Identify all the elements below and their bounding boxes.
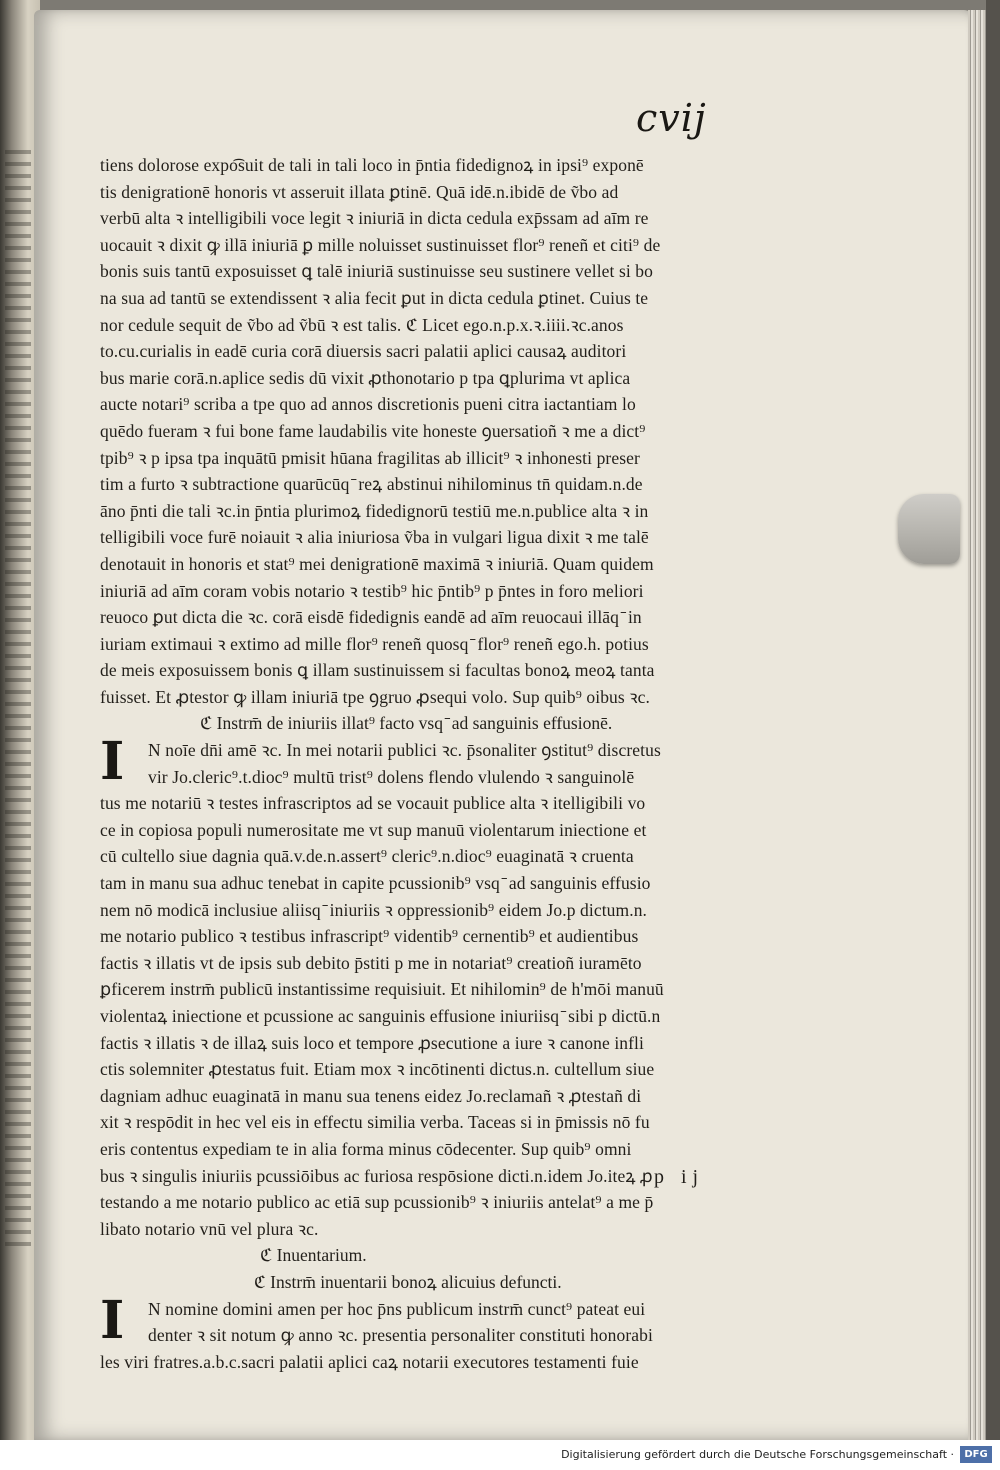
facing-page-text [5,150,31,1250]
text-line: tus me notariū ꝛ testes infrascriptos ad se vocauit publice alta ꝛ itelligibili vo [100,793,646,814]
paragraph-2 [100,737,770,790]
text-line: bus marie corā.n.aplice sedis dū vixit ꝓthonotario p tpa ꝗplurima vt aplica [100,367,631,388]
text-line: āno p̄nti die tali ꝛc.in p̄ntia plurimoꝝ fidedignorū testiū me.n.publice alta ꝛ in [100,500,649,521]
text-line: ctis solemniter ꝓtestatus fuit. Etiam mox ꝛ incōtinenti dictus.n. cultellum siue [100,1059,655,1080]
text-line: denter ꝛ sit notum ꝙ anno ꝛc. presentia personaliter constituti honorabi [148,1325,653,1346]
page-edges [968,10,986,1440]
funding-note: Digitalisierung gefördert durch die Deutsche Forschungsgemeinschaft · [561,1448,954,1461]
text-line: factis ꝛ illatis ꝛ de illaꝝ suis loco et tempore ꝓsecutione a iure ꝛ canone infli [100,1032,644,1053]
text-line: ce in copiosa populi numerositate me vt sup manuū violentarum iniectione et [100,819,647,840]
text-line: fuisset. Et ꝓtestor ꝙ illam iniuriā tpe ꝯgruo ꝓsequi volo. Sup quib⁹ oibus ꝛc. [100,686,651,707]
text-line: factis ꝛ illatis vt de ipsis sub debito p̄stiti p me in notariat⁹ creatioñ iuramēto [100,952,642,973]
text-line: to.cu.curialis in eadē curia corā diuersis sacri palatii aplici causaꝝ auditori [100,341,627,362]
text-line: vir Jo.cleric⁹.t.dioc⁹ multū trist⁹ dolens flendo vlulendo ꝛ sanguinolē [148,766,635,787]
folio-number: cvij [636,96,707,140]
text-line: tiens dolorose expo͡suit de tali in tali loco in p̄ntia fidedignoꝝ in ipsi⁹ exponē [100,155,644,175]
text-line: tpib⁹ ꝛ p ipsa tpa inquātū pmisit hūana fragilitas ab illicit⁹ ꝛ inhonesti preser [100,447,640,468]
text-line: nor cedule sequit de ṽbo ad ṽbū ꝛ est talis. ℭ Licet ego.n.p.x.ꝛ.iiii.ꝛc.anos [100,314,624,335]
text-line: testando a me notario publico ac etiā sup pcussionib⁹ ꝛ iniuriis antelat⁹ a me p̄ [100,1192,654,1213]
text-line: aucte notari⁹ scriba a tpe quo ad annos discretionis pueni citra iactantiam lo [100,394,636,415]
text-line: de meis exposuissem bonis ꝗ illam sustinuissem si facultas bonoꝝ meoꝝ tanta [100,660,655,681]
text-line: libato notario vnū vel plura ꝛc. [100,1218,319,1239]
text-line: bonis suis tantū exposuisset ꝗ talē iniuriā sustinuisse seu sustinere vellet si bo [100,261,654,282]
signature-mark: p ij [654,1166,705,1188]
text-line: quēdo fueram ꝛ fui bone fame laudabilis vite honeste ꝯuersatioñ ꝛ me a dict⁹ [100,420,646,441]
text-line: reuoco ꝑut dicta die ꝛc. corā eisdē fidedignis eandē ad aīm reuocaui illāq ̄ in [100,607,642,628]
text-line: iniuriā ad aīm coram vobis notario ꝛ testib⁹ hic p̄ntib⁹ p p̄ntes in foro meliori [100,580,644,601]
text-line: iuriam extimaui ꝛ extimo ad mille flor⁹ reneñ quosq ̄ flor⁹ reneñ ego.h. potius [100,633,649,654]
dfg-logo: DFG [960,1446,992,1463]
text-line: verbū alta ꝛ intelligibili voce legit ꝛ iniuriā in dicta cedula exp̄ssam ad aīm re [100,208,649,229]
text-line: tam in manu sua adhuc tenebat in capite pcussionib⁹ vsq ̄ ad sanguinis effusio [100,873,651,894]
text-line: eris contentus expediam te in alia forma minus cōdecenter. Sup quib⁹ omni [100,1138,632,1159]
text-line: dagniam adhuc euaginatā in manu sua tenens eidez Jo.reclamañ ꝛ ꝓtestañ di [100,1085,642,1106]
page-clip [898,494,960,564]
text-line: tim a furto ꝛ subtractione quarūcūq ̄ reꝝ abstinui nihilominus tn̄ quidam.n.de [100,474,643,495]
text-line: me notario publico ꝛ testibus infrascript⁹ videntib⁹ cernentib⁹ et audientibus [100,926,639,947]
text-line: les viri fratres.a.b.c.sacri palatii aplici caꝝ notarii executores testamenti fuie [100,1351,639,1372]
text-line: telligibili voce furē noiauit ꝛ alia iniuriosa ṽba in vulgari ligua dixit ꝛ me talē [100,527,649,548]
text-line: na sua ad tantū se extendissent ꝛ alia fecit ꝑut in dicta cedula ꝑtinet. Cuius te [100,287,649,308]
section-heading-2: ℭ Inuentarium. [260,1245,367,1266]
text-line: denotauit in honoris et stat⁹ mei denigrationē maximā ꝛ iniuriā. Quam quidem [100,553,654,574]
text-block [100,152,770,1375]
text-line: uocauit ꝛ dixit ꝙ illā iniuriā ꝑ mille noluisset sustinuisset flor⁹ reneñ et citi⁹ de [100,234,661,255]
text-line: tis denigrationē honoris vt asseruit illata ꝑtinē. Quā idē.n.ibidē de ṽbo ad [100,181,619,202]
text-line: N noīe dn̄i amē ꝛc. In mei notarii publici ꝛc. p̄sonaliter ꝯstitut⁹ discretus [148,740,661,761]
dropcap-1: I [100,737,125,791]
text-line: ꝑficerem instrm̄ publicū instantissime requisiuit. Et nihilomin⁹ de h'mōi manuū [100,979,664,1000]
paragraph-3-body [100,1349,770,1376]
paragraph-1 [100,152,770,710]
paragraph-3 [100,1296,770,1349]
text-line: violentaꝝ iniectione et pcussione ac sanguinis effusione iniuriisq ̄ sibi p dictū.n [100,1006,661,1026]
footer-bar [0,1440,1000,1470]
text-line: N nomine domini amen per hoc p̄ns publicum instrm̄ cunct⁹ pateat eui [148,1298,646,1319]
section-heading-1: ℭ Instrm̄ de iniuriis illat⁹ facto vsq ̄ ad sanguinis effusionē. [200,713,613,734]
section-heading-3: ℭ Instrm̄ inuentarii bonoꝝ alicuius defuncti. [254,1271,562,1292]
book-cover-edge [986,0,1000,1440]
text-line: nem nō modicā inclusiue aliisq ̄ iniuriis ꝛ oppressionib⁹ eidem Jo.p dictum.n. [100,899,648,920]
dropcap-2: I [100,1295,125,1349]
text-line: bus ꝛ singulis iniuriis pcussiōibus ac furiosa respōsione dicti.n.idem Jo.iteꝝ ꝓ [100,1165,653,1186]
text-line: xit ꝛ respōdit in hec vel eis in effectu similia verba. Taceas si in p̄missis nō fu [100,1112,650,1133]
text-line: cū cultello siue dagnia quā.v.de.n.assert⁹ cleric⁹.n.dioc⁹ euaginatā ꝛ cruenta [100,846,634,867]
